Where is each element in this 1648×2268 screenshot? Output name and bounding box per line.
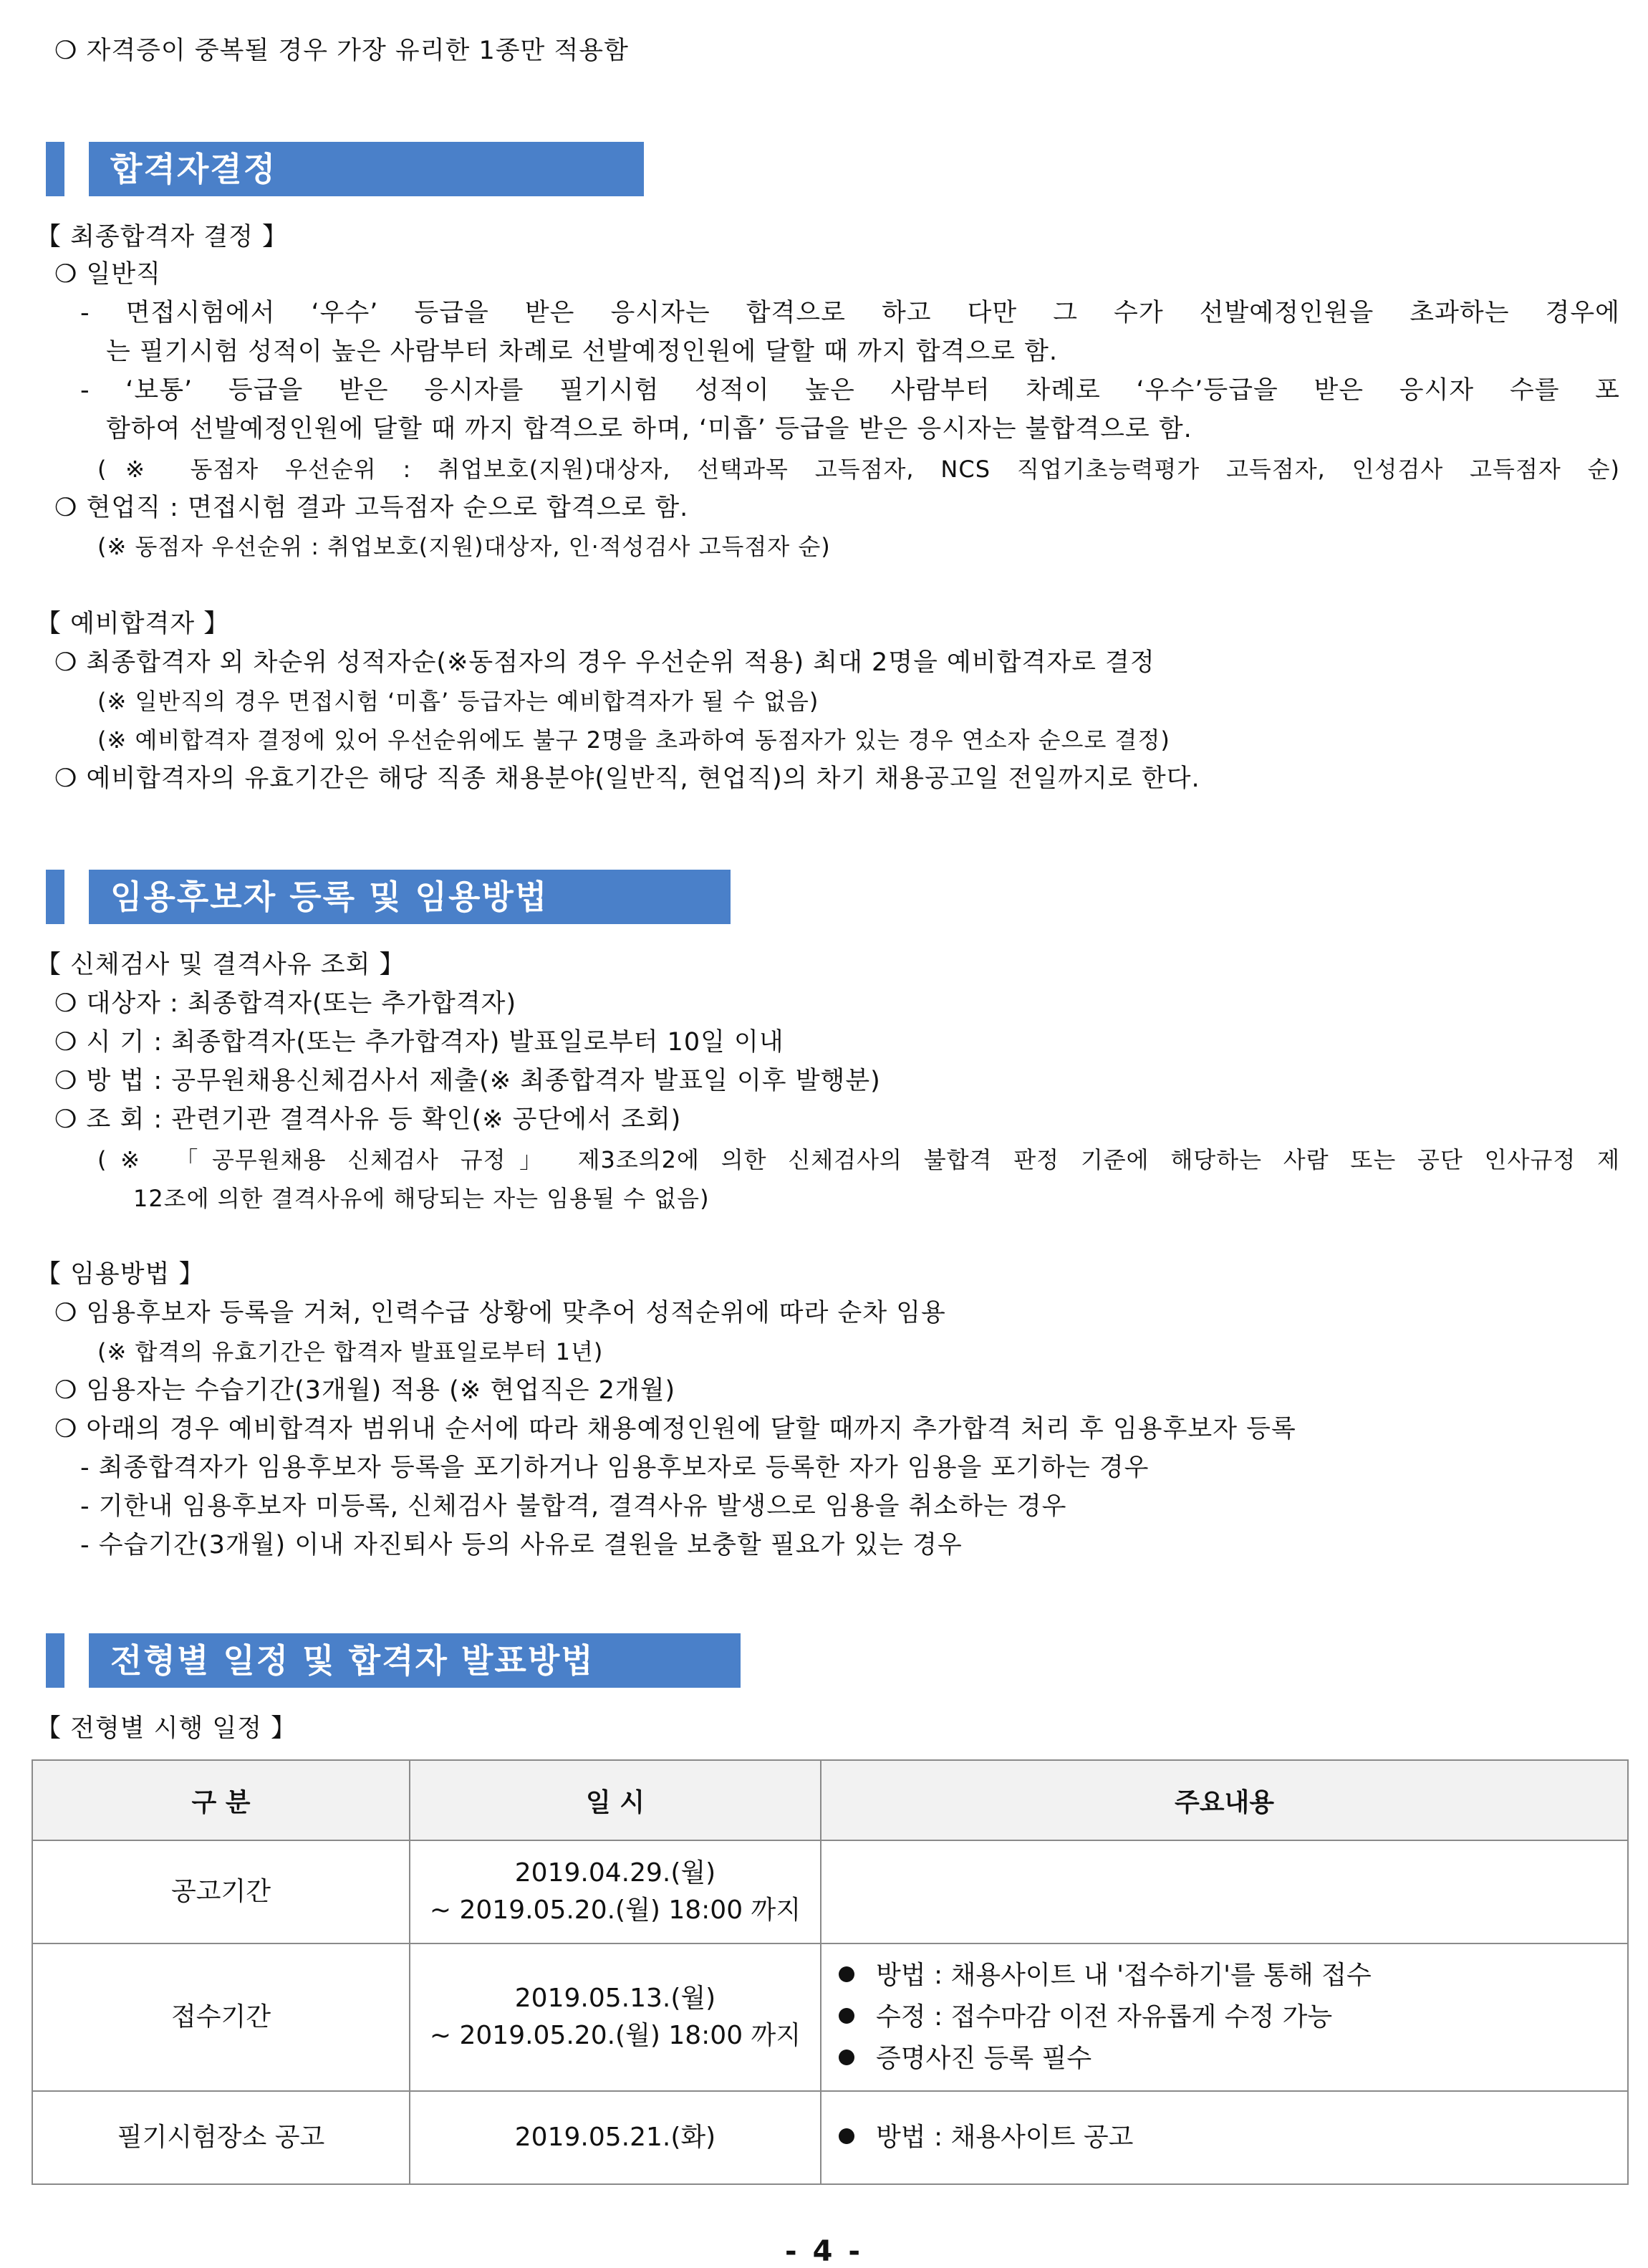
row-date [410, 1840, 821, 1943]
column-header-date: 일 시 [410, 1760, 821, 1840]
bullet-icon [839, 1966, 854, 1982]
check-note-b: 12조에 의한 결격사유에 해당되는 자는 임용될 수 없음) [133, 1185, 710, 1212]
section-title: 전형별 일정 및 합격자 발표방법 [89, 1633, 741, 1688]
table-header-row [32, 1760, 1628, 1840]
section-title: 합격자결정 [89, 142, 644, 196]
medical-check-heading: 【 신체검사 및 결격사유 조회 】 [36, 951, 405, 979]
general-heading: ❍ 일반직 [54, 260, 161, 289]
method-1: ❍ 임용후보자 등록을 거쳐, 인력수급 상황에 맞추어 성적순위에 따라 순차 임용 [54, 1299, 946, 1327]
method-2: ❍ 임용자는 수습기간(3개월) 적용 (※ 현업직은 2개월) [54, 1376, 676, 1405]
bullet-icon [839, 2008, 854, 2024]
row-date [410, 2091, 821, 2184]
reserve-rule-1: ❍ 최종합격자 외 차순위 성적자순(※동점자의 경우 우선순위 적용) 최대 2명을 예비합격자로 결정 [54, 648, 1155, 677]
list-item [839, 2038, 1627, 2080]
table-row [32, 1943, 1628, 2091]
general-rule-2a: - ‘보통’ 등급을 받은 응시자를 필기시험 성적이 높은 사람부터 차례로 ‘우수’등급을 받은 응시자 수를 포 [80, 376, 1620, 405]
check-note-a: (※ 「공무원채용 신체검사 규정」 제3조의2에 의한 신체검사의 불합격 판정 기준에 해당하는 사람 또는 공단 인사규정 제 [97, 1146, 1620, 1173]
bullet-icon [839, 2128, 854, 2144]
qualification-note: ❍ 자격증이 중복될 경우 가장 유리한 1종만 적용함 [54, 37, 629, 65]
item-text: 방법 : 채용사이트 내 '접수하기'를 통해 접수 [876, 1961, 1372, 1990]
item-text: 방법 : 채용사이트 공고 [876, 2123, 1134, 2152]
item-text: 증명사진 등록 필수 [876, 2044, 1092, 2073]
schedule-heading: 【 전형별 시행 일정 】 [36, 1714, 297, 1743]
list-item [839, 2117, 1627, 2158]
date-start: 2019.05.13.(월) [514, 1984, 716, 2013]
check-method: ❍ 방 법 : 공무원채용신체검사서 제출(※ 최종합격자 발표일 이후 발행분) [54, 1067, 881, 1095]
date-start: 2019.05.21.(화) [514, 2123, 716, 2152]
reserve-note-2: (※ 예비합격자 결정에 있어 우선순위에도 불구 2명을 초과하여 동점자가 있는 경우 연소자 순으로 결정) [97, 726, 1170, 754]
row-content [821, 1943, 1628, 2091]
section-accent [46, 870, 64, 924]
general-tie-note: (※ 동점자 우선순위 : 취업보호(지원)대상자, 선택과목 고득점자, NCS 직업기초능력평가 고득점자, 인성검사 고득점자 순) [97, 456, 1620, 483]
column-header-content: 주요내용 [821, 1760, 1628, 1840]
appoint-method-heading: 【 임용방법 】 [36, 1260, 205, 1289]
table-row [32, 2091, 1628, 2184]
row-category: 필기시험장소 공고 [32, 2091, 410, 2184]
method-3b: - 기한내 임용후보자 미등록, 신체검사 불합격, 결격사유 발생으로 임용을 취소하는 경우 [80, 1492, 1067, 1521]
check-timing: ❍ 시 기 : 최종합격자(또는 추가합격자) 발표일로부터 10일 이내 [54, 1028, 784, 1057]
date-end: ~ 2019.05.20.(월) 18:00 까지 [429, 2021, 801, 2050]
page-number: - 4 - [785, 2235, 863, 2268]
schedule-table [32, 1759, 1629, 2185]
field-rule: ❍ 현업직 : 면접시험 결과 고득점자 순으로 합격으로 함. [54, 494, 689, 522]
row-date [410, 1943, 821, 2091]
general-rule-2b: 함하여 선발예정인원에 달할 때 까지 합격으로 하며, ‘미흡’ 등급을 받은 응시자는 불합격으로 함. [106, 415, 1192, 443]
date-start: 2019.04.29.(월) [514, 1858, 716, 1888]
row-category: 접수기간 [32, 1943, 410, 2091]
general-rule-1a: - 면접시험에서 ‘우수’ 등급을 받은 응시자는 합격으로 하고 다만 그 수가 선발예정인원을 초과하는 경우에 [80, 299, 1620, 327]
table-row [32, 1840, 1628, 1943]
reserve-heading: 【 예비합격자 】 [36, 610, 230, 638]
bullet-icon [839, 2050, 854, 2065]
final-passer-heading: 【 최종합격자 결정 】 [36, 223, 289, 251]
check-target: ❍ 대상자 : 최종합격자(또는 추가합격자) [54, 989, 517, 1018]
general-rule-1b: 는 필기시험 성적이 높은 사람부터 차례로 선발예정인원에 달할 때 까지 합격으로 함. [106, 337, 1059, 366]
method-3c: - 수습기간(3개월) 이내 자진퇴사 등의 사유로 결원을 보충할 필요가 있는 경우 [80, 1531, 963, 1560]
row-content [821, 2091, 1628, 2184]
method-1-note: (※ 합격의 유효기간은 합격자 발표일로부터 1년) [97, 1338, 604, 1365]
method-3a: - 최종합격자가 임용후보자 등록을 포기하거나 임용후보자로 등록한 자가 임용을 포기하는 경우 [80, 1453, 1150, 1482]
row-category: 공고기간 [32, 1840, 410, 1943]
item-text: 수정 : 접수마감 이전 자유롭게 수정 가능 [876, 2002, 1333, 2032]
reserve-note-1: (※ 일반직의 경우 면접시험 ‘미흡’ 등급자는 예비합격자가 될 수 없음) [97, 688, 819, 715]
list-item [839, 1996, 1627, 2038]
column-header-category: 구 분 [32, 1760, 410, 1840]
check-inquiry: ❍ 조 회 : 관련기관 결격사유 등 확인(※ 공단에서 조회) [54, 1105, 682, 1134]
section-title: 임용후보자 등록 및 임용방법 [89, 870, 731, 924]
section-accent [46, 1633, 64, 1688]
reserve-rule-2: ❍ 예비합격자의 유효기간은 해당 직종 채용분야(일반직, 현업직)의 차기 채용공고일 전일까지로 한다. [54, 764, 1200, 793]
list-item [839, 1955, 1627, 1996]
field-tie-note: (※ 동점자 우선순위 : 취업보호(지원)대상자, 인·적성검사 고득점자 순) [97, 533, 831, 560]
row-content [821, 1840, 1628, 1943]
method-3: ❍ 아래의 경우 예비합격자 범위내 순서에 따라 채용예정인원에 달할 때까지 추가합격 처리 후 임용후보자 등록 [54, 1415, 1296, 1443]
section-accent [46, 142, 64, 196]
date-end: ~ 2019.05.20.(월) 18:00 까지 [429, 1895, 801, 1925]
